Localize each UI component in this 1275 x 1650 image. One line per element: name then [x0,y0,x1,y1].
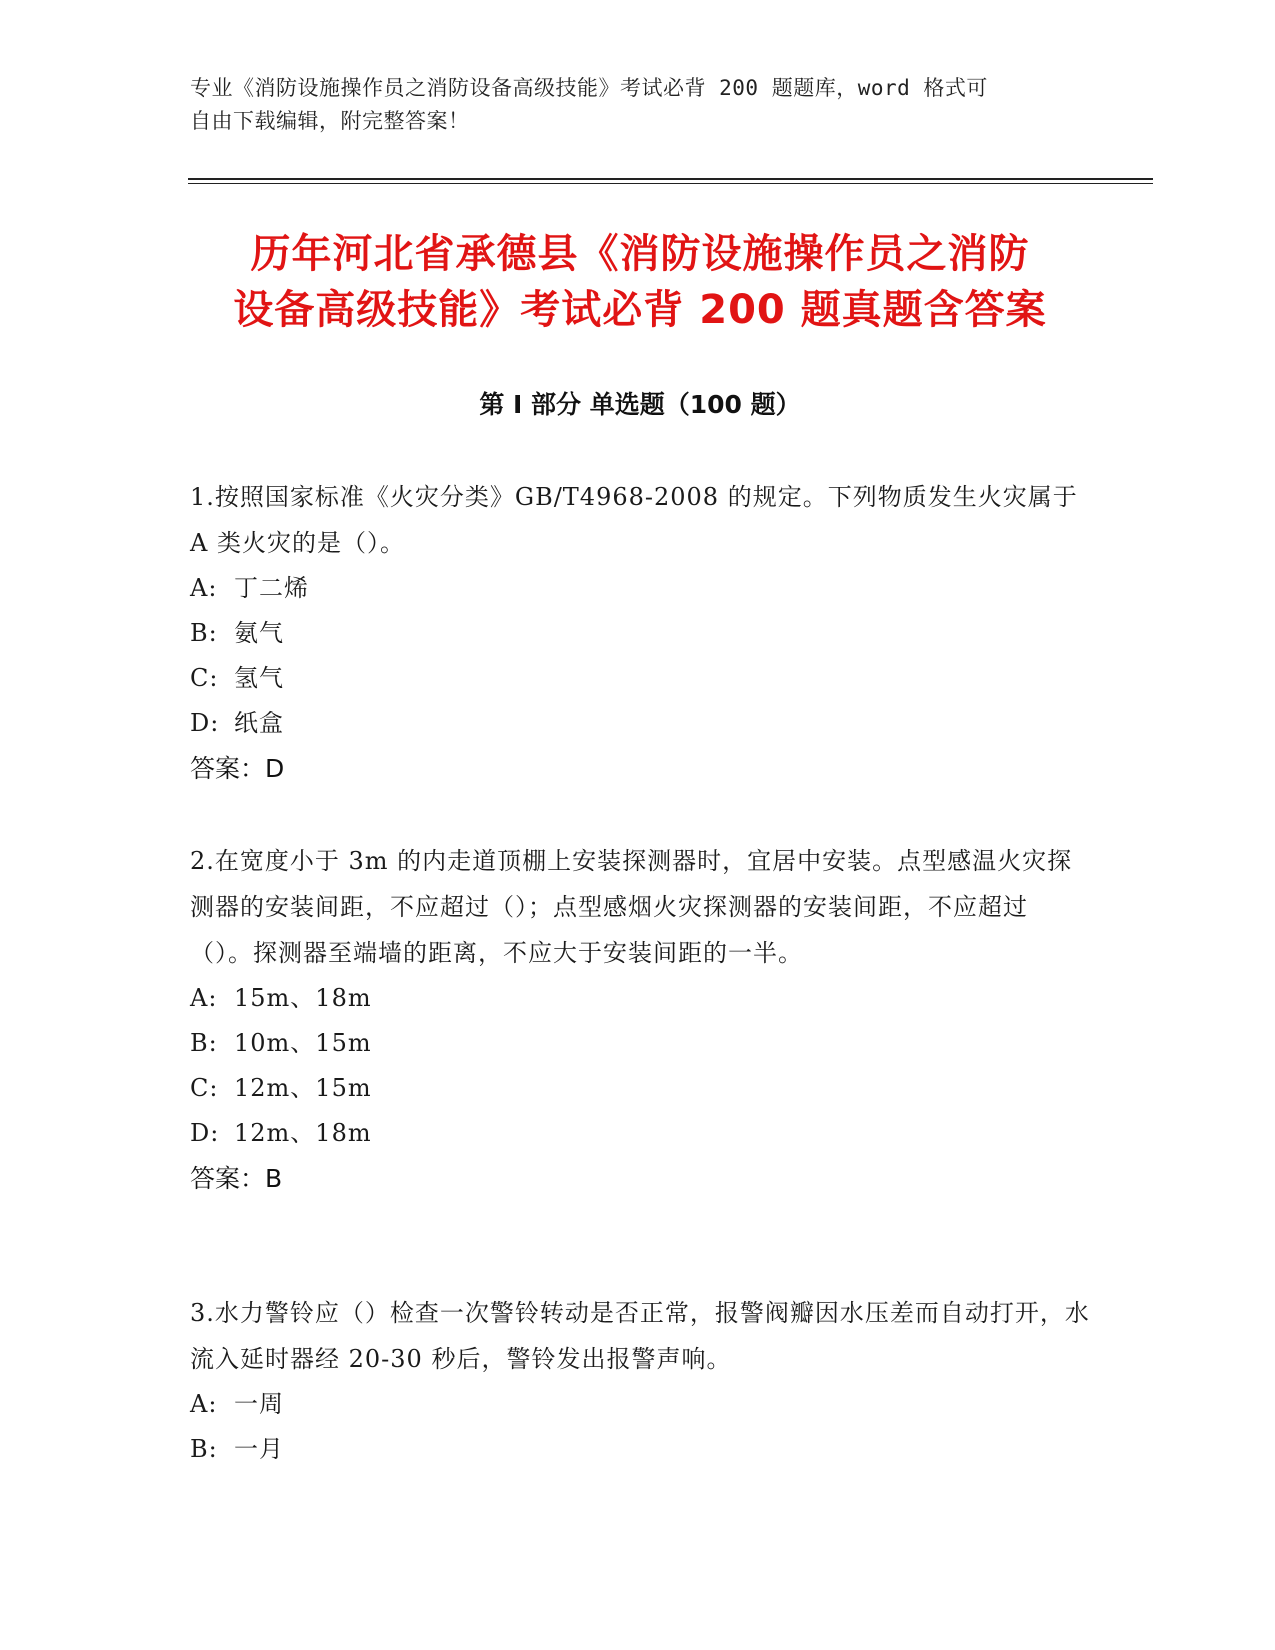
option-key: A: [190,984,218,1012]
question-2 [190,838,1090,1202]
document-title [190,226,1090,338]
document-title-line-1: 历年河北省承德县《消防设施操作员之消防 [250,231,1030,277]
option-key: C: [190,664,219,692]
header-note-line-1: 专业《消防设施操作员之消防设备高级技能》考试必背 200 题题库，word 格式可 [190,76,988,100]
question-stem: 3.水力警铃应（）检查一次警铃转动是否正常，报警阀瓣因水压差而自动打开，水流入延时器经 20-30 秒后，警铃发出报警声响。 [190,1299,1090,1373]
question-stem: 2.在宽度小于 3m 的内走道顶棚上安装探测器时，宜居中安装。点型感温火灾探测器的安装间距，不应超过（）；点型感烟火灾探测器的安装间距，不应超过（）。探测器至端墙的距离，不应大于安装间距的一半。 [190,847,1073,967]
option-text: 15m、18m [234,984,372,1012]
option-text: 丁二烯 [234,574,309,602]
option-text: 一月 [234,1435,284,1463]
option-text: 12m、15m [234,1074,372,1102]
option-text: 氨气 [234,619,284,647]
option-d [190,701,1090,746]
option-d [190,1111,1090,1156]
option-key: A: [190,1390,218,1418]
option-key: A: [190,574,218,602]
option-c [190,656,1090,701]
header-divider-thin [188,183,1153,184]
document-title-line-2: 设备高级技能》考试必背 200 题真题含答案 [233,287,1047,333]
option-text: 纸盒 [234,709,284,737]
header-note [190,72,1090,138]
option-text: 12m、18m [234,1119,372,1147]
option-text: 10m、15m [234,1029,372,1057]
option-a [190,566,1090,611]
option-a [190,976,1090,1021]
option-key: B: [190,619,218,647]
option-b [190,1427,1090,1472]
option-key: D: [190,1119,220,1147]
option-a [190,1382,1090,1427]
option-c [190,1066,1090,1111]
question-3 [190,1290,1090,1472]
option-b [190,1021,1090,1066]
option-key: B: [190,1029,218,1057]
header-divider-thick [188,178,1153,180]
header-note-line-2: 自由下载编辑，附完整答案！ [190,109,470,133]
option-key: B: [190,1435,218,1463]
option-text: 氢气 [234,664,284,692]
answer: 答案：D [190,754,285,783]
option-text: 一周 [234,1390,284,1418]
question-stem: 1.按照国家标准《火灾分类》GB/T4968-2008 的规定。下列物质发生火灾属于 A 类火灾的是（）。 [190,483,1078,557]
question-1 [190,474,1090,792]
option-key: C: [190,1074,219,1102]
section-title: 第 I 部分 单选题（100 题） [479,390,801,419]
answer: 答案：B [190,1164,283,1193]
option-key: D: [190,709,220,737]
option-b [190,611,1090,656]
